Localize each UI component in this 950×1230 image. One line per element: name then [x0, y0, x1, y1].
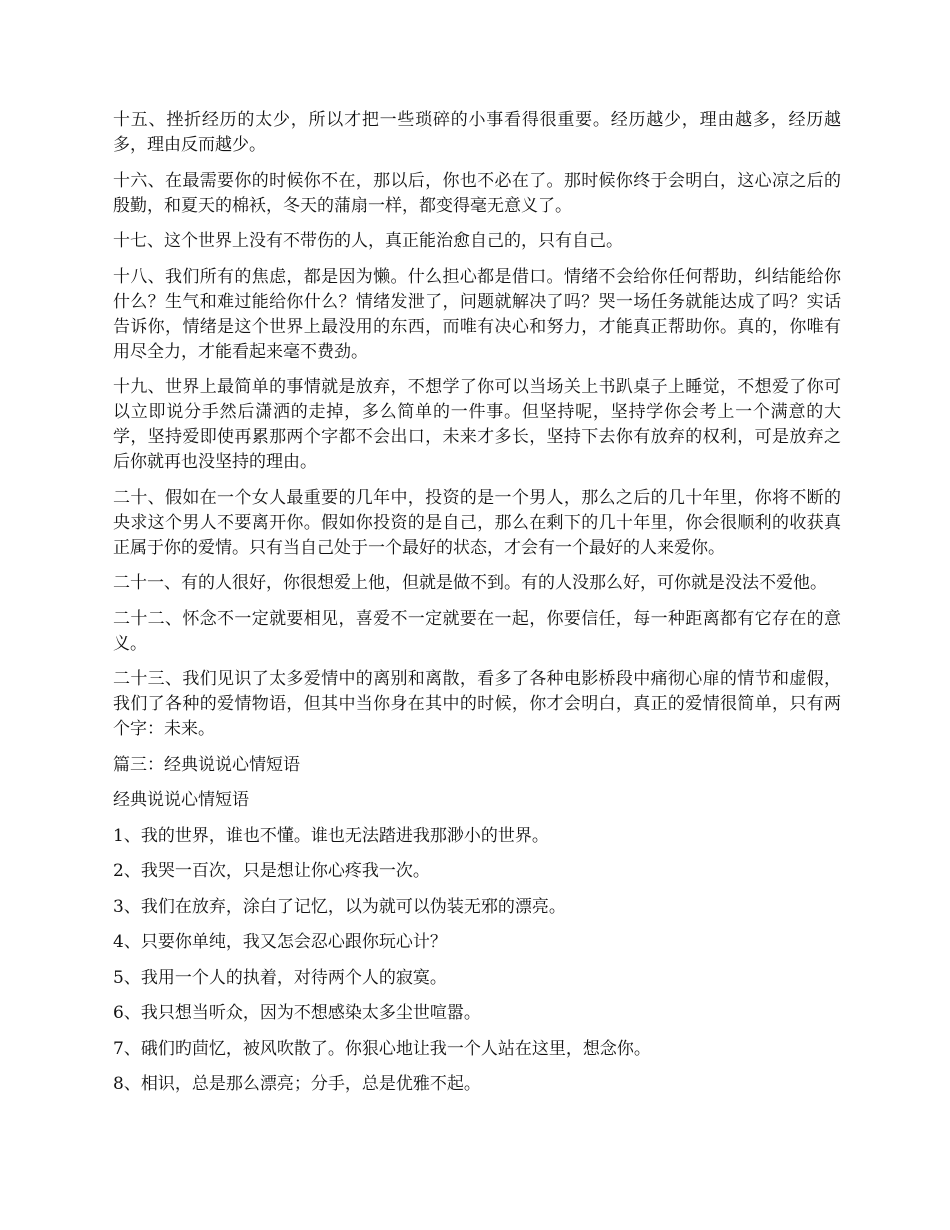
quote-item-3: 3、我们在放弃，涂白了记忆，以为就可以伪装无邪的漂亮。 — [113, 896, 566, 917]
paragraph-21: 二十一、有的人很好，你很想爱上他，但就是做不到。有的人没那么好，可你就是没法不爱他。 — [113, 573, 827, 593]
quote-item-1: 1、我的世界，谁也不懂。谁也无法踏进我那渺小的世界。 — [113, 825, 549, 846]
paragraph-17: 十七、这个世界上没有不带伤的人，真正能治愈自己的，只有自己。 — [113, 231, 623, 251]
quote-item-8: 8、相识，总是那么漂亮；分手，总是优雅不起。 — [113, 1074, 481, 1094]
paragraph-16: 十六、在最需要你的时候你不在，那以后，你也不必在了。那时候你终于会明白，这心凉之后的殷勤，和夏天的棉袄，冬天的蒲扇一样，都变得毫无意义了。 — [113, 170, 841, 216]
quote-item-2: 2、我哭一百次，只是想让你心疼我一次。 — [113, 861, 430, 881]
paragraph-15: 十五、挫折经历的太少，所以才把一些琐碎的小事看得很重要。经历越少，理由越多，经历越多，理由反而越少。 — [113, 110, 841, 155]
section-subtitle: 经典说说心情短语 — [113, 790, 249, 810]
paragraph-22: 二十二、怀念不一定就要相见，喜爱不一定就要在一起，你要信任，每一种距离都有它存在的意义。 — [113, 608, 841, 654]
paragraph-18: 十八、我们所有的焦虑，都是因为懒。什么担心都是借口。情绪不会给你任何帮助，纠结能给你什么？生气和难过能给你什么？情绪发泄了，问题就解决了吗？哭一场任务就能达成了吗？实话告诉你，情绪是这个世界上最没用的东西，而唯有决心和努力，才能真正帮助你。真的，你唯有用尽全力，才能看起来毫不费劲。 — [113, 266, 841, 362]
quote-item-4: 4、只要你单纯，我又怎会忍心跟你玩心计？ — [113, 932, 447, 952]
paragraph-20: 二十、假如在一个女人最重要的几年中，投资的是一个男人，那么之后的几十年里，你将不断的央求这个男人不要离开你。假如你投资的是自己，那么在剩下的几十年里，你会很顺利的收获真正属于你的爱情。只有当自己处于一个最好的状态，才会有一个最好的人来爱你。 — [113, 487, 841, 558]
quote-item-6: 6、我只想当听众，因为不想感染太多尘世喧嚣。 — [113, 1003, 481, 1023]
document-body — [113, 108, 841, 1108]
quote-item-5: 5、我用一个人的执着，对待两个人的寂寞。 — [113, 967, 447, 988]
paragraph-23: 二十三、我们见识了太多爱情中的离别和离散，看多了各种电影桥段中痛彻心扉的情节和虚假，我们了各种的爱情物语，但其中当你身在其中的时候，你才会明白，真正的爱情很简单，只有两个字：未来。 — [113, 669, 841, 739]
quote-item-7: 7、硪们旳茴忆，被风吹散了。你狠心地让我一个人站在这里，想念你。 — [113, 1038, 651, 1059]
section-heading: 篇三：经典说说心情短语 — [113, 754, 300, 775]
paragraph-19: 十九、世界上最简单的事情就是放弃，不想学了你可以当场关上书趴桌子上睡觉，不想爱了你可以立即说分手然后潇洒的走掉，多么简单的一件事。但坚持呢，坚持学你会考上一个满意的大学，坚持爱即使再累那两个字都不会出口，未来才多长，坚持下去你有放弃的权利，可是放弃之后你就再也没坚持的理由。 — [113, 377, 841, 472]
